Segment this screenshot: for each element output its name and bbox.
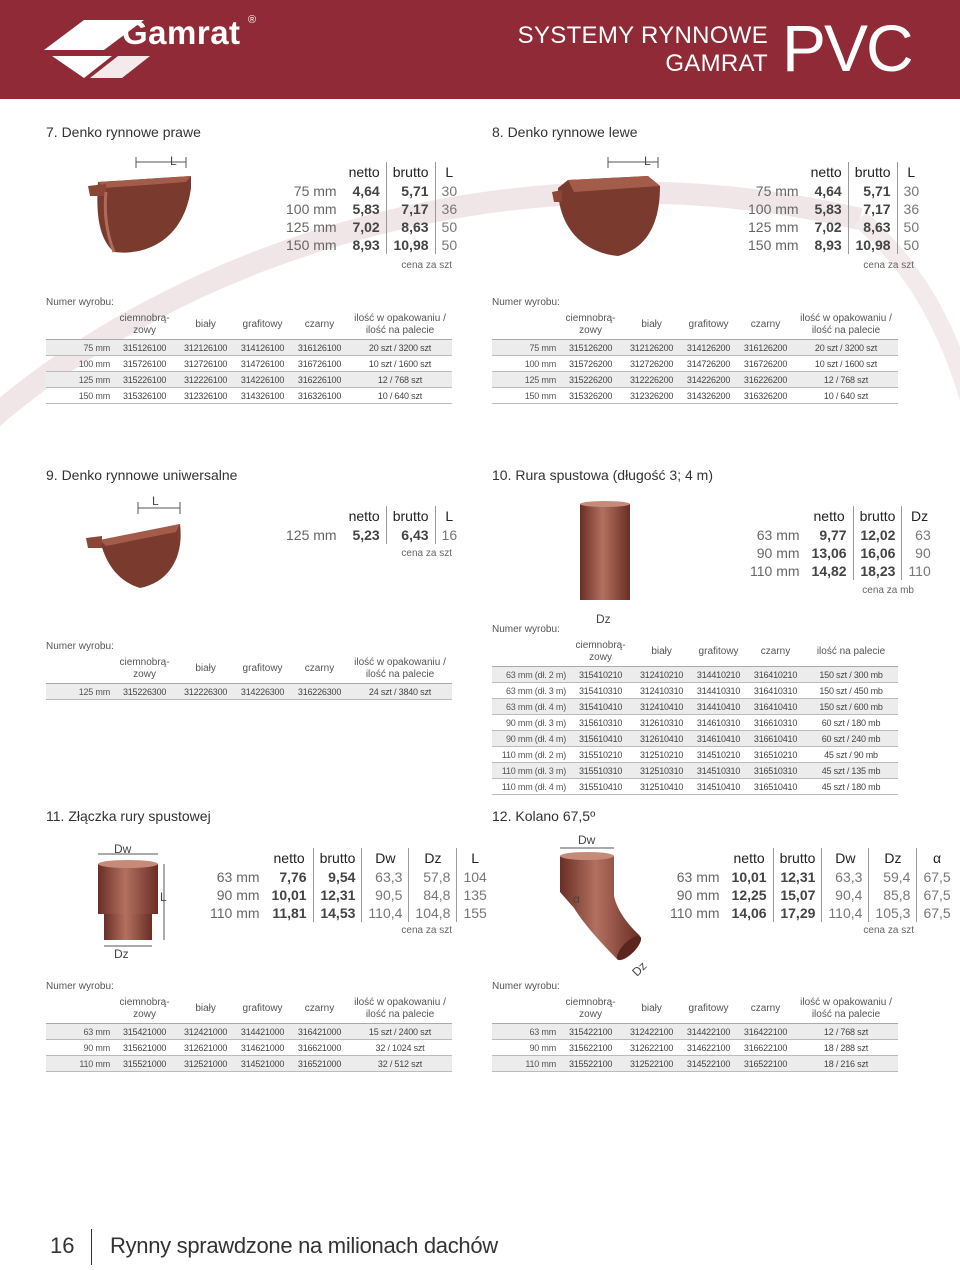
codes-row: 100 mm 315726100 312726100 314726100 316726100 10 szt / 1600 szt — [46, 356, 452, 372]
dimension-dz: Dz — [596, 612, 611, 626]
price-row: 125 mm 7,02 8,63 50 — [280, 218, 463, 236]
codes-row: 150 mm 315326100 312326100 314326100 316326100 10 / 640 szt — [46, 388, 452, 404]
price-row: 90 mm 10,01 12,31 90,5 84,8 135 — [204, 886, 493, 904]
codes-row: 63 mm (dł. 2 m) 315410210 312410210 314410210 316410210 150 szt / 300 mb — [492, 667, 898, 683]
price-table — [204, 848, 493, 922]
page-header — [0, 0, 960, 99]
codes-row: 110 mm (dł. 3 m) 315510310 312510310 314510310 316510310 45 szt / 135 mb — [492, 763, 898, 779]
price-header: netto brutto L — [280, 506, 463, 526]
product-number-label: Numer wyrobu: — [46, 297, 114, 308]
price-note: cena za szt — [863, 260, 914, 271]
header-pvc: PVC — [782, 11, 912, 85]
codes-row: 63 mm 315422100 312422100 314422100 316422100 12 / 768 szt — [492, 1024, 898, 1040]
section-title: 7. Denko rynnowe prawe — [46, 124, 201, 140]
product-number-label: Numer wyrobu: — [46, 981, 114, 992]
price-row: 150 mm 8,93 10,98 50 — [280, 236, 463, 254]
codes-row: 75 mm 315126200 312126200 314126200 316126200 20 szt / 3200 szt — [492, 340, 898, 356]
product-number-label: Numer wyrobu: — [492, 981, 560, 992]
section-title: 8. Denko rynnowe lewe — [492, 124, 638, 140]
elbow-image — [540, 836, 660, 976]
codes-row: 125 mm 315226300 312226300 314226300 316226300 24 szt / 3840 szt — [46, 684, 452, 700]
footer-tagline: Rynny sprawdzone na milionach dachów — [110, 1233, 498, 1258]
price-row: 100 mm 5,83 7,17 36 — [280, 200, 463, 218]
dimension-dw: Dw — [114, 842, 132, 856]
header-line1: SYSTEMY RYNNOWE — [517, 22, 768, 49]
codes-row: 110 mm 315521000 312521000 314521000 316521000 32 / 512 szt — [46, 1056, 452, 1072]
codes-table — [46, 311, 452, 404]
dimension-dz: Dz — [114, 947, 129, 961]
price-note: cena za mb — [862, 585, 914, 596]
codes-header: ciemnobrą- zowy biały grafitowy czarny ilość na palecie — [492, 638, 898, 667]
price-row: 150 mm 8,93 10,98 50 — [742, 236, 925, 254]
price-row: 110 mm 14,06 17,29 110,4 105,3 67,5 — [664, 904, 957, 922]
price-note: cena za szt — [401, 925, 452, 936]
gutter-end-right-image — [76, 152, 206, 262]
section-title: 11. Złączka rury spustowej — [46, 808, 211, 824]
codes-row: 90 mm 315621000 312621000 314621000 316621000 32 / 1024 szt — [46, 1040, 452, 1056]
codes-table — [46, 655, 452, 700]
codes-row: 110 mm (dł. 4 m) 315510410 312510410 314510410 316510410 45 szt / 180 mb — [492, 779, 898, 795]
price-header: netto brutto Dw Dz α — [664, 848, 957, 868]
brand-name: Gamrat — [122, 14, 241, 51]
page-number: 16 — [50, 1233, 75, 1258]
price-row: 100 mm 5,83 7,17 36 — [742, 200, 925, 218]
section-title: 9. Denko rynnowe uniwersalne — [46, 467, 238, 483]
codes-row: 125 mm 315226200 312226200 314226200 316226200 12 / 768 szt — [492, 372, 898, 388]
price-note: cena za szt — [401, 548, 452, 559]
codes-header: ciemnobrą- zowy biały grafitowy czarny ilość w opakowaniu / ilość na palecie — [46, 655, 452, 684]
codes-row: 63 mm (dł. 3 m) 315410310 312410310 314410310 316410310 150 szt / 450 mb — [492, 683, 898, 699]
price-table — [280, 506, 463, 544]
codes-header: ciemnobrą- zowy biały grafitowy czarny ilość w opakowaniu / ilość na palecie — [46, 995, 452, 1024]
codes-header: ciemnobrą- zowy biały grafitowy czarny ilość w opakowaniu / ilość na palecie — [46, 311, 452, 340]
codes-table — [492, 311, 898, 404]
codes-row: 90 mm 315622100 312622100 314622100 316622100 18 / 288 szt — [492, 1040, 898, 1056]
price-note: cena za szt — [401, 260, 452, 271]
dimension-l: L — [170, 154, 177, 168]
col-brutto: brutto — [386, 162, 435, 182]
dimension-dw: Dw — [578, 833, 596, 847]
codes-row: 125 mm 315226100 312226100 314226100 316226100 12 / 768 szt — [46, 372, 452, 388]
footer-divider — [91, 1229, 92, 1265]
price-row: 63 mm 10,01 12,31 63,3 59,4 67,5 — [664, 868, 957, 886]
col-netto: netto — [348, 164, 380, 180]
codes-row: 110 mm 315522100 312522100 314522100 316522100 18 / 216 szt — [492, 1056, 898, 1072]
codes-row: 90 mm (dł. 3 m) 315610310 312610310 314610310 316610310 60 szt / 180 mb — [492, 715, 898, 731]
price-note: cena za szt — [863, 925, 914, 936]
price-row: 63 mm 7,76 9,54 63,3 57,8 104 — [204, 868, 493, 886]
codes-row: 150 mm 315326200 312326200 314326200 316326200 10 / 640 szt — [492, 388, 898, 404]
header-line2: GAMRAT — [665, 50, 768, 77]
price-table — [280, 162, 463, 254]
price-row: 110 mm 11,81 14,53 110,4 104,8 155 — [204, 904, 493, 922]
price-row: 125 mm 7,02 8,63 50 — [742, 218, 925, 236]
header-title — [500, 22, 768, 78]
codes-table — [46, 995, 452, 1072]
col-l: L — [435, 162, 463, 182]
dimension-l: L — [152, 494, 159, 508]
brand-registered: ® — [248, 14, 257, 26]
price-table — [744, 506, 937, 580]
codes-row: 110 mm (dł. 2 m) 315510210 312510210 314510210 316510210 45 szt / 90 mb — [492, 747, 898, 763]
price-row: 125 mm 5,23 6,43 16 — [280, 526, 463, 544]
gutter-end-universal-image — [80, 496, 200, 596]
price-table — [742, 162, 925, 254]
price-row: 75 mm 4,64 5,71 30 — [742, 182, 925, 200]
price-header: netto brutto Dz — [744, 506, 937, 526]
price-row: 75 mm 4,64 5,71 30 — [280, 182, 463, 200]
codes-row: 75 mm 315126100 312126100 314126100 316126100 20 szt / 3200 szt — [46, 340, 452, 356]
dimension-l: L — [644, 154, 651, 168]
price-header: netto brutto L — [742, 162, 925, 182]
product-number-label: Numer wyrobu: — [492, 624, 560, 635]
codes-header: ciemnobrą- zowy biały grafitowy czarny ilość w opakowaniu / ilość na palecie — [492, 995, 898, 1024]
price-row: 90 mm 13,06 16,06 90 — [744, 544, 937, 562]
codes-header: ciemnobrą- zowy biały grafitowy czarny ilość w opakowaniu / ilość na palecie — [492, 311, 898, 340]
dimension-dz: Dz — [629, 958, 650, 980]
product-number-label: Numer wyrobu: — [46, 641, 114, 652]
product-number-label: Numer wyrobu: — [492, 297, 560, 308]
section-title: 10. Rura spustowa (długość 3; 4 m) — [492, 467, 713, 483]
price-table — [664, 848, 957, 922]
dimension-l: L — [160, 890, 167, 904]
codes-row: 63 mm 315421000 312421000 314421000 316421000 15 szt / 2400 szt — [46, 1024, 452, 1040]
codes-table — [492, 638, 898, 795]
price-row: 110 mm 14,82 18,23 110 — [744, 562, 937, 580]
price-row: 90 mm 12,25 15,07 90,4 85,8 67,5 — [664, 886, 957, 904]
codes-row: 100 mm 315726200 312726200 314726200 316726200 10 szt / 1600 szt — [492, 356, 898, 372]
codes-table — [492, 995, 898, 1072]
downpipe-image — [576, 500, 636, 610]
codes-row: 90 mm (dł. 4 m) 315610410 312610410 314610410 316610410 60 szt / 240 mb — [492, 731, 898, 747]
gutter-end-left-image — [548, 152, 678, 262]
section-title: 12. Kolano 67,5º — [492, 808, 596, 824]
price-header: netto brutto Dw Dz L — [204, 848, 493, 868]
price-row: 63 mm 9,77 12,02 63 — [744, 526, 937, 544]
codes-row: 63 mm (dł. 4 m) 315410410 312410410 314410410 316410410 150 szt / 600 mb — [492, 699, 898, 715]
dimension-alpha: α — [573, 892, 580, 906]
price-header — [280, 162, 463, 182]
